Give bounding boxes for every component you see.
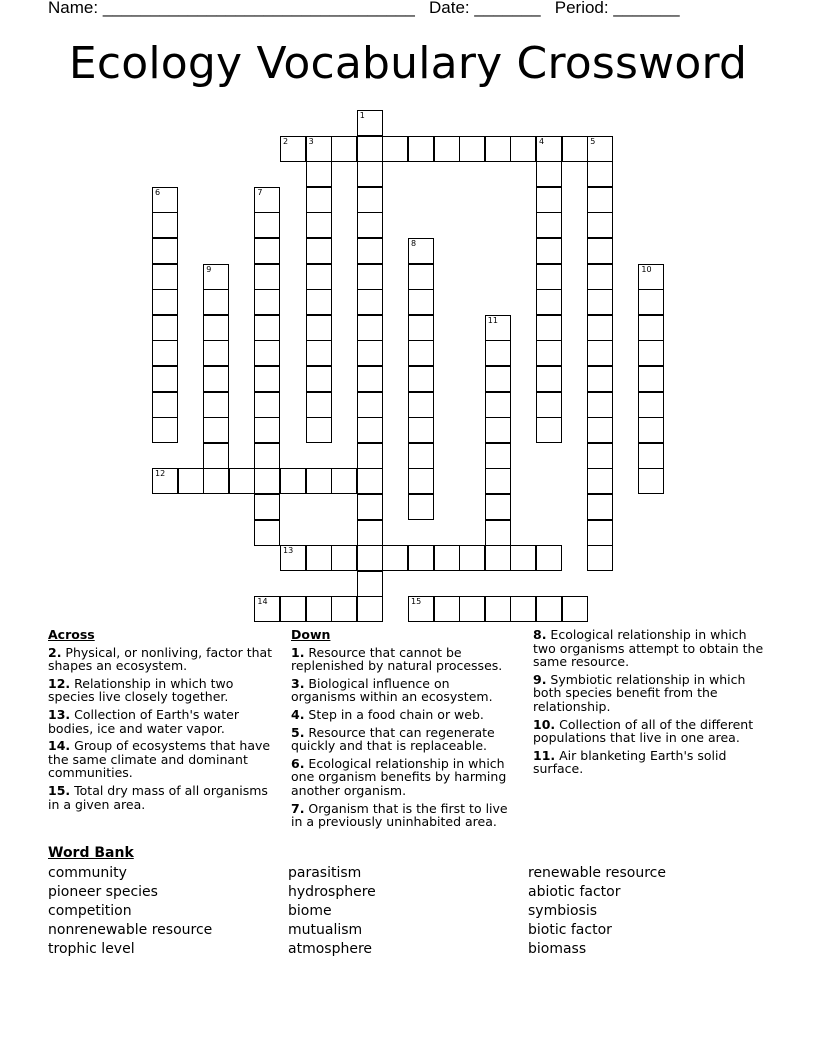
grid-cell[interactable] bbox=[306, 238, 332, 264]
grid-cell[interactable] bbox=[408, 417, 434, 443]
grid-cell[interactable] bbox=[536, 315, 562, 341]
grid-cell[interactable] bbox=[587, 238, 613, 264]
grid-cell[interactable] bbox=[178, 468, 204, 494]
clue-item-number: 6. bbox=[291, 755, 305, 771]
grid-cell[interactable] bbox=[254, 289, 280, 315]
clue-item bbox=[533, 628, 773, 669]
grid-cell[interactable] bbox=[254, 340, 280, 366]
grid-cell[interactable] bbox=[382, 545, 408, 571]
clue-item-text: Collection of all of the different populations that live in one area. bbox=[533, 716, 754, 746]
grid-cell[interactable] bbox=[254, 212, 280, 238]
clue-item-number: 15. bbox=[48, 782, 71, 798]
clue-number: 1 bbox=[359, 111, 365, 120]
grid-cell[interactable] bbox=[408, 545, 434, 571]
grid-cell[interactable] bbox=[306, 545, 332, 571]
grid-cell[interactable] bbox=[357, 340, 383, 366]
grid-cell[interactable] bbox=[306, 212, 332, 238]
grid-cell[interactable] bbox=[536, 289, 562, 315]
grid-cell[interactable] bbox=[638, 340, 664, 366]
grid-cell[interactable] bbox=[638, 289, 664, 315]
clue-item bbox=[291, 726, 516, 753]
grid-cell[interactable] bbox=[357, 366, 383, 392]
grid-cell[interactable] bbox=[485, 443, 511, 469]
grid-cell[interactable] bbox=[254, 520, 280, 546]
grid-cell[interactable] bbox=[254, 187, 280, 213]
grid-cell[interactable] bbox=[306, 315, 332, 341]
grid-cell[interactable] bbox=[152, 187, 178, 213]
grid-cell[interactable] bbox=[357, 417, 383, 443]
grid-cell[interactable] bbox=[152, 468, 178, 494]
grid-cell[interactable] bbox=[331, 136, 357, 162]
grid-cell[interactable] bbox=[638, 417, 664, 443]
word-bank-column-1 bbox=[48, 864, 212, 959]
grid-cell[interactable] bbox=[203, 289, 229, 315]
grid-cell[interactable] bbox=[280, 596, 306, 622]
word-bank-item: mutualism bbox=[288, 922, 363, 938]
grid-cell[interactable] bbox=[485, 596, 511, 622]
grid-cell[interactable] bbox=[254, 596, 280, 622]
grid-cell[interactable] bbox=[485, 494, 511, 520]
grid-cell[interactable] bbox=[229, 468, 255, 494]
clue-item-number: 5. bbox=[291, 724, 305, 740]
grid-cell[interactable] bbox=[203, 264, 229, 290]
clue-number: 8 bbox=[411, 239, 417, 248]
clue-item-number: 13. bbox=[48, 706, 71, 722]
grid-cell[interactable] bbox=[254, 238, 280, 264]
grid-cell[interactable] bbox=[152, 212, 178, 238]
grid-cell[interactable] bbox=[408, 494, 434, 520]
clue-item-text: Symbiotic relationship in which both species benefit from the relationship. bbox=[533, 671, 746, 714]
grid-cell[interactable] bbox=[485, 417, 511, 443]
grid-cell[interactable] bbox=[434, 596, 460, 622]
grid-cell[interactable] bbox=[536, 417, 562, 443]
clue-item bbox=[533, 749, 773, 776]
grid-cell[interactable] bbox=[254, 468, 280, 494]
grid-cell[interactable] bbox=[459, 596, 485, 622]
grid-cell[interactable] bbox=[587, 161, 613, 187]
grid-cell[interactable] bbox=[408, 468, 434, 494]
grid-cell[interactable] bbox=[203, 443, 229, 469]
clue-item-text: Resource that can regenerate quickly and that is replaceable. bbox=[291, 724, 495, 754]
grid-cell[interactable] bbox=[306, 264, 332, 290]
clue-item-text: Biological influence on organisms within an ecosystem. bbox=[291, 675, 493, 705]
clue-item-number: 10. bbox=[533, 716, 556, 732]
grid-cell[interactable] bbox=[536, 187, 562, 213]
grid-cell[interactable] bbox=[485, 340, 511, 366]
grid-cell[interactable] bbox=[459, 545, 485, 571]
grid-cell[interactable] bbox=[434, 545, 460, 571]
page-title: Ecology Vocabulary Crossword bbox=[68, 38, 748, 89]
grid-cell[interactable] bbox=[536, 392, 562, 418]
grid-cell[interactable] bbox=[306, 136, 332, 162]
grid-cell[interactable] bbox=[306, 340, 332, 366]
clue-number: 10 bbox=[641, 264, 652, 274]
clue-number: 13 bbox=[283, 546, 294, 556]
grid-cell[interactable] bbox=[536, 340, 562, 366]
grid-cell[interactable] bbox=[306, 187, 332, 213]
word-bank-item: trophic level bbox=[48, 941, 135, 957]
clue-item-number: 14. bbox=[48, 738, 71, 754]
clue-item-text: Collection of Earth's water bodies, ice and water vapor. bbox=[48, 706, 240, 736]
grid-cell[interactable] bbox=[203, 340, 229, 366]
clue-number: 15 bbox=[411, 597, 422, 607]
clue-number: 6 bbox=[155, 187, 161, 197]
grid-cell[interactable] bbox=[357, 238, 383, 264]
grid-cell[interactable] bbox=[203, 366, 229, 392]
grid-cell[interactable] bbox=[280, 545, 306, 571]
clue-number: 11 bbox=[487, 315, 498, 325]
grid-cell[interactable] bbox=[587, 494, 613, 520]
grid-cell[interactable] bbox=[152, 417, 178, 443]
grid-cell[interactable] bbox=[638, 366, 664, 392]
clue-item-text: Organism that is the first to live in a previously uninhabited area. bbox=[291, 800, 508, 830]
grid-cell[interactable] bbox=[152, 264, 178, 290]
word-bank-item: biome bbox=[288, 903, 332, 919]
clue-item bbox=[48, 708, 273, 735]
clue-number: 14 bbox=[257, 597, 268, 607]
grid-cell[interactable] bbox=[357, 520, 383, 546]
grid-cell[interactable] bbox=[203, 468, 229, 494]
grid-cell[interactable] bbox=[485, 545, 511, 571]
word-bank-item: hydrosphere bbox=[288, 884, 376, 900]
grid-cell[interactable] bbox=[536, 238, 562, 264]
word-bank-column-2 bbox=[288, 864, 376, 959]
word-bank-item: pioneer species bbox=[48, 884, 158, 900]
grid-cell[interactable] bbox=[536, 545, 562, 571]
clue-number: 9 bbox=[206, 264, 212, 274]
grid-cell[interactable] bbox=[587, 417, 613, 443]
grid-cell[interactable] bbox=[536, 161, 562, 187]
grid-cell[interactable] bbox=[357, 187, 383, 213]
grid-cell[interactable] bbox=[357, 110, 383, 136]
word-bank-item: nonrenewable resource bbox=[48, 922, 213, 938]
clue-item bbox=[291, 677, 516, 704]
grid-cell[interactable] bbox=[152, 340, 178, 366]
grid-cell[interactable] bbox=[408, 264, 434, 290]
grid-cell[interactable] bbox=[485, 392, 511, 418]
grid-cell[interactable] bbox=[254, 366, 280, 392]
grid-cell[interactable] bbox=[485, 366, 511, 392]
clue-item bbox=[291, 802, 516, 829]
clue-item-number: 9. bbox=[533, 671, 547, 687]
grid-cell[interactable] bbox=[587, 520, 613, 546]
grid-cell[interactable] bbox=[510, 596, 536, 622]
grid-cell[interactable] bbox=[408, 596, 434, 622]
grid-cell[interactable] bbox=[587, 366, 613, 392]
grid-cell[interactable] bbox=[306, 289, 332, 315]
grid-cell[interactable] bbox=[152, 315, 178, 341]
grid-cell[interactable] bbox=[357, 545, 383, 571]
grid-cell[interactable] bbox=[357, 443, 383, 469]
clue-number: 3 bbox=[308, 136, 314, 146]
grid-cell[interactable] bbox=[536, 212, 562, 238]
date-label: Date: bbox=[429, 0, 470, 17]
grid-cell[interactable] bbox=[306, 417, 332, 443]
grid-cell[interactable] bbox=[587, 264, 613, 290]
grid-cell[interactable] bbox=[510, 136, 536, 162]
word-bank-item: competition bbox=[48, 903, 132, 919]
grid-cell[interactable] bbox=[408, 340, 434, 366]
grid-cell[interactable] bbox=[306, 468, 332, 494]
grid-cell[interactable] bbox=[638, 392, 664, 418]
clue-item-number: 1. bbox=[291, 644, 305, 660]
grid-cell[interactable] bbox=[357, 315, 383, 341]
grid-cell[interactable] bbox=[485, 520, 511, 546]
grid-cell[interactable] bbox=[408, 392, 434, 418]
clue-item-text: Physical, or nonliving, factor that shapes an ecosystem. bbox=[48, 644, 273, 674]
grid-cell[interactable] bbox=[280, 468, 306, 494]
name-blank[interactable]: _________________________________ bbox=[102, 0, 415, 17]
grid-cell[interactable] bbox=[254, 264, 280, 290]
grid-cell[interactable] bbox=[485, 468, 511, 494]
grid-cell[interactable] bbox=[587, 392, 613, 418]
clue-item bbox=[48, 677, 273, 704]
grid-cell[interactable] bbox=[587, 545, 613, 571]
clue-item-text: Resource that cannot be replenished by natural processes. bbox=[291, 644, 503, 674]
grid-cell[interactable] bbox=[587, 468, 613, 494]
grid-cell[interactable] bbox=[408, 315, 434, 341]
grid-cell[interactable] bbox=[408, 366, 434, 392]
clue-item-text: Step in a food chain or web. bbox=[304, 706, 484, 722]
clue-item-number: 12. bbox=[48, 675, 71, 691]
clue-number: 12 bbox=[155, 469, 166, 479]
grid-cell[interactable] bbox=[587, 212, 613, 238]
clue-item-number: 2. bbox=[48, 644, 62, 660]
clue-number: 7 bbox=[257, 187, 263, 197]
period-label: Period: bbox=[554, 0, 609, 17]
clue-item-number: 3. bbox=[291, 675, 305, 691]
grid-cell[interactable] bbox=[331, 545, 357, 571]
grid-cell[interactable] bbox=[408, 443, 434, 469]
clue-number: 5 bbox=[590, 136, 596, 146]
grid-cell[interactable] bbox=[485, 136, 511, 162]
clue-item-text: Total dry mass of all organisms in a given area. bbox=[48, 782, 268, 812]
clue-item bbox=[533, 673, 773, 714]
grid-cell[interactable] bbox=[408, 136, 434, 162]
grid-cell[interactable] bbox=[357, 596, 383, 622]
down-clues bbox=[291, 628, 516, 833]
grid-cell[interactable] bbox=[203, 315, 229, 341]
word-bank-item: abiotic factor bbox=[528, 884, 621, 900]
clue-item bbox=[48, 646, 273, 673]
grid-cell[interactable] bbox=[638, 443, 664, 469]
grid-cell[interactable] bbox=[459, 136, 485, 162]
grid-cell[interactable] bbox=[357, 571, 383, 597]
grid-cell[interactable] bbox=[357, 212, 383, 238]
grid-cell[interactable] bbox=[638, 468, 664, 494]
grid-cell[interactable] bbox=[536, 136, 562, 162]
grid-cell[interactable] bbox=[357, 161, 383, 187]
word-bank-item: renewable resource bbox=[528, 865, 666, 881]
word-bank-item: biomass bbox=[528, 941, 587, 957]
grid-cell[interactable] bbox=[203, 417, 229, 443]
grid-cell[interactable] bbox=[254, 417, 280, 443]
grid-cell[interactable] bbox=[306, 596, 332, 622]
clue-item-number: 11. bbox=[533, 747, 556, 763]
clue-item bbox=[291, 646, 516, 673]
grid-cell[interactable] bbox=[357, 392, 383, 418]
clue-number: 4 bbox=[539, 136, 545, 146]
clue-item-number: 4. bbox=[291, 706, 305, 722]
grid-cell[interactable] bbox=[587, 289, 613, 315]
grid-cell[interactable] bbox=[357, 289, 383, 315]
word-bank-item: symbiosis bbox=[528, 903, 598, 919]
grid-cell[interactable] bbox=[254, 392, 280, 418]
grid-cell[interactable] bbox=[254, 315, 280, 341]
grid-cell[interactable] bbox=[306, 392, 332, 418]
word-bank-item: atmosphere bbox=[288, 941, 372, 957]
period-blank[interactable]: _______ bbox=[613, 0, 680, 17]
grid-cell[interactable] bbox=[587, 443, 613, 469]
grid-cell[interactable] bbox=[587, 315, 613, 341]
word-bank-title: Word Bank bbox=[48, 845, 134, 861]
clue-number: 2 bbox=[283, 136, 289, 146]
clue-item-text: Air blanketing Earth's solid surface. bbox=[533, 747, 727, 777]
across-heading: Across bbox=[48, 627, 95, 642]
clue-item bbox=[291, 708, 516, 722]
grid-cell[interactable] bbox=[306, 161, 332, 187]
grid-cell[interactable] bbox=[587, 136, 613, 162]
name-label: Name: bbox=[48, 0, 99, 17]
grid-cell[interactable] bbox=[638, 315, 664, 341]
grid-cell[interactable] bbox=[306, 366, 332, 392]
grid-cell[interactable] bbox=[152, 289, 178, 315]
grid-cell[interactable] bbox=[152, 238, 178, 264]
grid-cell[interactable] bbox=[382, 136, 408, 162]
clue-item-text: Group of ecosystems that have the same climate and dominant communities. bbox=[48, 738, 271, 781]
grid-cell[interactable] bbox=[203, 392, 229, 418]
grid-cell[interactable] bbox=[357, 136, 383, 162]
grid-cell[interactable] bbox=[357, 494, 383, 520]
grid-cell[interactable] bbox=[254, 443, 280, 469]
clue-item-text: Relationship in which two species live closely together. bbox=[48, 675, 234, 705]
grid-cell[interactable] bbox=[357, 264, 383, 290]
word-bank-item: biotic factor bbox=[528, 922, 612, 938]
grid-cell[interactable] bbox=[331, 596, 357, 622]
grid-cell[interactable] bbox=[357, 468, 383, 494]
grid-cell[interactable] bbox=[587, 187, 613, 213]
down-clues-continued bbox=[533, 628, 773, 780]
grid-cell[interactable] bbox=[434, 136, 460, 162]
grid-cell[interactable] bbox=[536, 366, 562, 392]
grid-cell[interactable] bbox=[536, 264, 562, 290]
down-heading: Down bbox=[291, 627, 331, 642]
clue-item-number: 7. bbox=[291, 800, 305, 816]
clue-item-number: 8. bbox=[533, 627, 547, 642]
clue-item-text: Ecological relationship in which one organism benefits by harming another organism. bbox=[291, 755, 507, 798]
clue-item-text: Ecological relationship in which two organisms attempt to obtain the same resource. bbox=[533, 627, 764, 670]
grid-cell[interactable] bbox=[638, 264, 664, 290]
grid-cell[interactable] bbox=[510, 545, 536, 571]
grid-cell[interactable] bbox=[408, 289, 434, 315]
grid-cell[interactable] bbox=[408, 238, 434, 264]
grid-cell[interactable] bbox=[280, 136, 306, 162]
grid-cell[interactable] bbox=[562, 596, 588, 622]
grid-cell[interactable] bbox=[152, 392, 178, 418]
grid-cell[interactable] bbox=[587, 340, 613, 366]
word-bank-item: community bbox=[48, 865, 127, 881]
grid-cell[interactable] bbox=[254, 494, 280, 520]
grid-cell[interactable] bbox=[331, 468, 357, 494]
word-bank-item: parasitism bbox=[288, 865, 362, 881]
date-blank[interactable]: _______ bbox=[474, 0, 541, 17]
grid-cell[interactable] bbox=[536, 596, 562, 622]
grid-cell[interactable] bbox=[562, 136, 588, 162]
across-clues bbox=[48, 628, 273, 815]
clue-item bbox=[48, 739, 273, 780]
clue-item bbox=[48, 784, 273, 811]
grid-cell[interactable] bbox=[485, 315, 511, 341]
clue-item bbox=[291, 757, 516, 798]
clue-item bbox=[533, 718, 773, 745]
word-bank-column-3 bbox=[528, 864, 666, 959]
grid-cell[interactable] bbox=[152, 366, 178, 392]
